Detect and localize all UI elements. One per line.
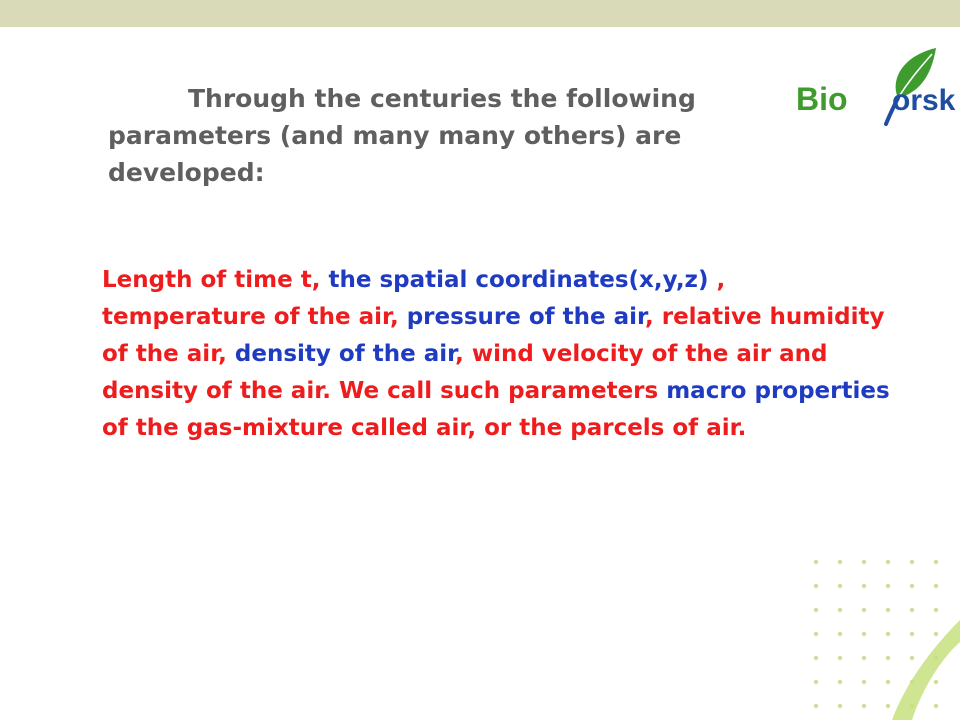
decor-dot xyxy=(838,560,842,564)
body-segment: , temperature of the air, xyxy=(102,267,726,330)
decor-dot xyxy=(934,584,938,588)
decor-dot xyxy=(838,680,842,684)
decor-dot xyxy=(886,680,890,684)
svg-text:Bio: Bio xyxy=(796,81,848,117)
decor-dot xyxy=(862,584,866,588)
green-swoosh-decoration xyxy=(892,620,960,720)
decor-dot xyxy=(934,632,938,636)
body-segment: , wind velocity of the air and density of the air. We call such parameters xyxy=(102,341,828,404)
decor-dot xyxy=(814,656,818,660)
decor-dot xyxy=(934,680,938,684)
decor-dot xyxy=(814,632,818,636)
decor-dot xyxy=(886,704,890,708)
decor-dot xyxy=(838,584,842,588)
decor-dot xyxy=(814,680,818,684)
decor-dot xyxy=(862,560,866,564)
decor-dot xyxy=(814,704,818,708)
decor-dot xyxy=(838,656,842,660)
decor-dot xyxy=(910,608,914,612)
decor-dot xyxy=(838,632,842,636)
body-paragraph xyxy=(102,262,892,447)
decor-dot xyxy=(862,656,866,660)
body-segment-highlight: pressure of the air xyxy=(406,304,645,330)
body-segment-highlight: the spatial coordinates(x,y,z) xyxy=(328,267,709,293)
slide-title: Through the centuries the following parameters (and many many others) are developed: xyxy=(108,84,696,187)
decor-dot xyxy=(862,704,866,708)
decor-dot xyxy=(886,560,890,564)
top-band xyxy=(0,0,960,27)
decor-dot xyxy=(886,656,890,660)
svg-text:orsk: orsk xyxy=(892,84,956,117)
decor-dot xyxy=(934,608,938,612)
body-segment-highlight: macro properties xyxy=(666,378,890,404)
body-segment: Length of time t, xyxy=(102,267,329,293)
decor-dot xyxy=(862,608,866,612)
decor-dot xyxy=(910,632,914,636)
body-segment: , relative humidity of the air, xyxy=(102,304,885,367)
decor-dot xyxy=(862,632,866,636)
body-segment: of the gas-mixture called air, or the parcels of air. xyxy=(102,415,747,441)
decor-dot xyxy=(814,584,818,588)
decor-dot xyxy=(886,632,890,636)
decor-dot xyxy=(838,704,842,708)
decor-dot xyxy=(910,560,914,564)
decor-dot xyxy=(886,608,890,612)
decor-dot xyxy=(814,560,818,564)
decor-dot xyxy=(934,560,938,564)
dot-grid-decoration xyxy=(800,550,960,720)
decor-dot xyxy=(838,608,842,612)
decor-dot xyxy=(934,704,938,708)
bioforsk-logo xyxy=(794,44,956,128)
body-segment-highlight: density of the air xyxy=(234,341,456,367)
decor-dot xyxy=(886,584,890,588)
decor-dot xyxy=(910,656,914,660)
decor-dot xyxy=(814,608,818,612)
decor-dot xyxy=(910,584,914,588)
decor-dot xyxy=(862,680,866,684)
